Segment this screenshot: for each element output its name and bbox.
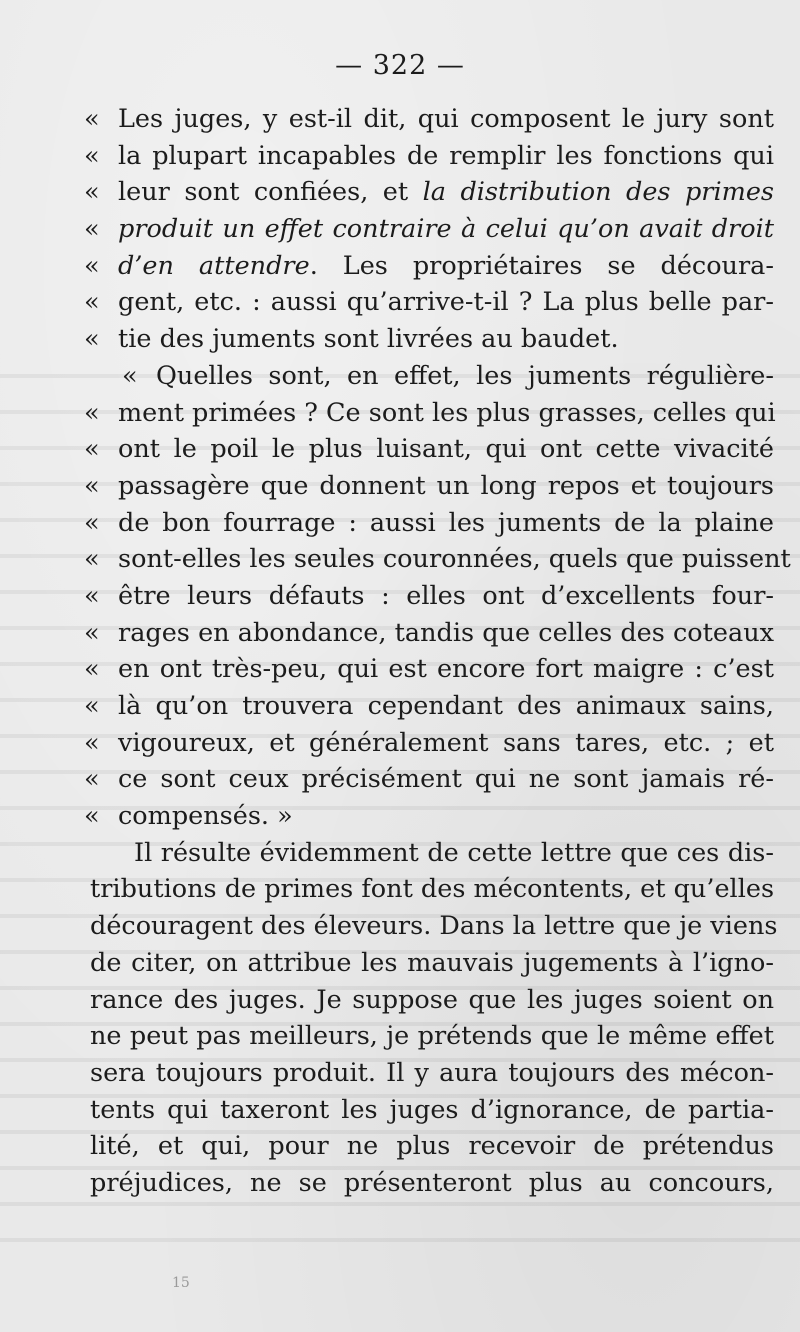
line-text: de citer, on attribue les mauvais jugements à l’igno- bbox=[90, 947, 774, 978]
text-line bbox=[84, 138, 774, 175]
text-line bbox=[84, 468, 774, 505]
line-text: Quelles sont, en effet, les juments régulière- bbox=[156, 360, 774, 391]
quote-mark: « bbox=[84, 470, 100, 501]
text-line bbox=[90, 1165, 774, 1202]
italic-text: produit un effet contraire à celui qu’on avait droit bbox=[118, 214, 774, 245]
line-text: sont-elles les seules couronnées, quels que puissent bbox=[118, 544, 791, 575]
line-text: gent, etc. : aussi qu’arrive-t-il ? La plus belle par- bbox=[118, 287, 774, 318]
text-line bbox=[84, 541, 791, 578]
quote-mark: « bbox=[84, 177, 100, 208]
quote-mark: « bbox=[84, 104, 100, 134]
line-text: leur sont confiées, et bbox=[118, 177, 423, 208]
text-line bbox=[90, 908, 778, 945]
body-text bbox=[84, 101, 791, 1202]
text-line bbox=[84, 284, 774, 321]
text-line bbox=[90, 982, 774, 1019]
quote-mark: « bbox=[84, 801, 100, 832]
text-line bbox=[84, 578, 774, 615]
line-text: ne peut pas meilleurs, je prétends que le même effet bbox=[90, 1021, 774, 1052]
text-line bbox=[84, 431, 774, 468]
quote-mark: « bbox=[84, 727, 100, 758]
text-line bbox=[84, 505, 774, 542]
text-line bbox=[90, 1092, 774, 1129]
line-text: ment primées ? Ce sont les plus grasses, celles qui bbox=[118, 397, 776, 428]
line-text: passagère que donnent un long repos et toujours bbox=[118, 470, 774, 501]
line-text: là qu’on trouvera cependant des animaux sains, bbox=[118, 691, 774, 721]
text-line bbox=[84, 358, 774, 395]
italic-text: la distribution des primes bbox=[422, 177, 774, 208]
quote-mark: « bbox=[84, 397, 100, 428]
line-text: Il résulte évidemment de cette lettre que ces dis- bbox=[134, 837, 774, 868]
text-line bbox=[84, 798, 774, 835]
quote-mark: « bbox=[84, 434, 100, 465]
line-text: rages en abondance, tandis que celles des coteaux bbox=[118, 617, 774, 648]
text-line bbox=[84, 174, 774, 211]
quote-mark: « bbox=[84, 654, 100, 685]
text-line bbox=[84, 101, 774, 138]
page-number: — 322 — bbox=[335, 50, 465, 81]
line-text: rance des juges. Je suppose que les juges soient on bbox=[90, 984, 774, 1015]
text-line bbox=[84, 688, 774, 725]
text-line bbox=[84, 725, 774, 762]
quote-mark: « bbox=[84, 507, 100, 538]
line-text: en ont très-peu, qui est encore fort maigre : c’est bbox=[118, 654, 774, 685]
line-text: de bon fourrage : aussi les juments de la plaine bbox=[118, 507, 774, 538]
line-text: être leurs défauts : elles ont d’excellents four- bbox=[118, 580, 774, 611]
quote-mark: « bbox=[84, 580, 100, 611]
text-line bbox=[90, 1128, 774, 1165]
text-line bbox=[84, 211, 774, 248]
quote-mark: « bbox=[84, 544, 100, 575]
line-text: sera toujours produit. Il y aura toujours des mécon- bbox=[90, 1057, 774, 1088]
quote-mark: « bbox=[84, 691, 100, 721]
text-line bbox=[84, 615, 774, 652]
text-line bbox=[90, 1018, 774, 1055]
quote-mark: « bbox=[122, 360, 138, 391]
quote-mark: « bbox=[84, 214, 100, 245]
line-text: tributions de primes font des mécontents, et qu’elles bbox=[90, 874, 775, 905]
text-line bbox=[84, 248, 774, 285]
quote-mark: « bbox=[84, 324, 100, 355]
text-line bbox=[84, 395, 774, 432]
text-line bbox=[90, 835, 774, 872]
line-text: tie des juments sont livrées au baudet. bbox=[118, 324, 619, 355]
italic-text: d’en attendre bbox=[118, 250, 310, 281]
text-line bbox=[90, 945, 774, 982]
quote-mark: « bbox=[84, 250, 100, 281]
text-line bbox=[90, 871, 774, 908]
quote-mark: « bbox=[84, 764, 100, 795]
line-text: la plupart incapables de remplir les fonctions qui bbox=[118, 140, 774, 171]
line-text: tents qui taxeront les juges d’ignorance, de partia- bbox=[90, 1094, 774, 1125]
line-text: ce sont ceux précisément qui ne sont jamais ré- bbox=[118, 764, 774, 795]
quote-mark: « bbox=[84, 617, 100, 648]
text-line bbox=[84, 761, 774, 798]
text-line bbox=[84, 321, 774, 358]
line-text: vigoureux, et généralement sans tares, etc. ; et bbox=[118, 727, 774, 758]
text-line bbox=[90, 1055, 774, 1092]
line-text: préjudices, ne se présenteront plus au concours, bbox=[90, 1167, 774, 1198]
quote-mark: « bbox=[84, 287, 100, 318]
line-text: ont le poil le plus luisant, qui ont cette vivacité bbox=[118, 434, 774, 465]
text-line bbox=[84, 651, 774, 688]
signature-mark: 15 bbox=[172, 1275, 190, 1291]
line-text: . Les propriétaires se découra- bbox=[309, 250, 774, 281]
line-text: compensés. » bbox=[118, 801, 293, 832]
quote-mark: « bbox=[84, 140, 100, 171]
line-text: lité, et qui, pour ne plus recevoir de prétendus bbox=[90, 1131, 774, 1162]
line-text: découragent des éleveurs. Dans la lettre que je viens bbox=[90, 911, 778, 942]
line-text: Les juges, y est-il dit, qui composent le jury sont bbox=[118, 104, 774, 134]
